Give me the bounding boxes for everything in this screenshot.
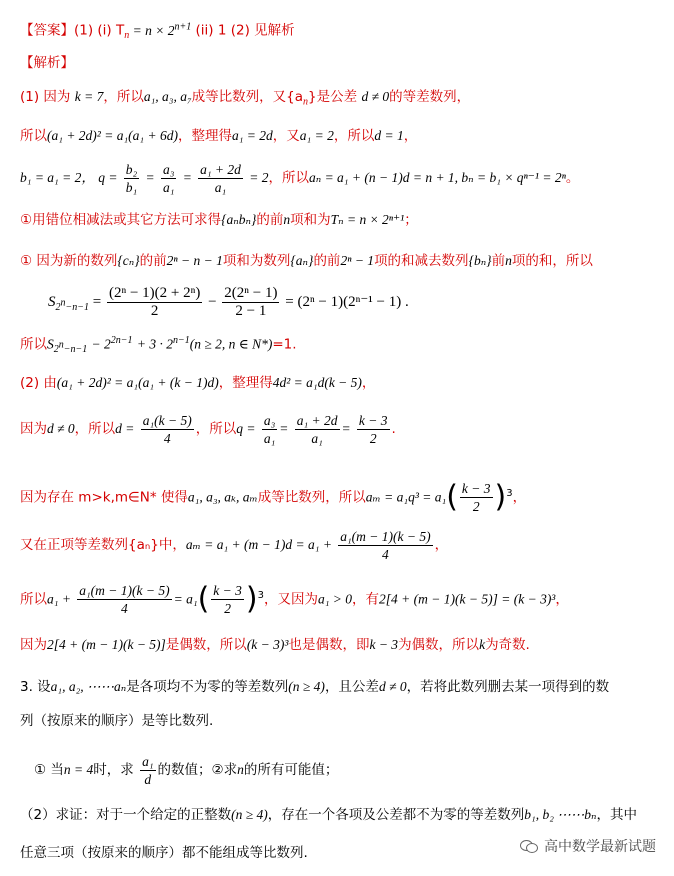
question-3-part-1: ① 当n = 4时，求 $\frac{\text{a₁}}{d}$ 的数值；②求n的所有可能值； — [34, 753, 339, 787]
fraction: $\frac{k - 3}{2}$ — [461, 481, 491, 514]
para-4: ①用错位相减法或其它方法可求得{aₙbₙ}的前n项和为Tₙ = n × 2ⁿ⁺¹； — [20, 212, 418, 228]
fraction: $\frac{\text{b₂}}{\text{b₁}}$ — [125, 161, 138, 195]
answer-tail: (ii) 1 (2) 见解析 — [195, 22, 295, 39]
brand-watermark — [520, 836, 656, 856]
para-3: b₁ = a₁ = 2， q = $\frac{\text{b₂}}{\text{b₁}}$ = $\frac{\text{a₃}}{\text{a₁}}$ = $\frac{\text{a₁ + 2d}}{\text{a₁}}$ = 2，所以aₙ = a₁ + (n − 1)d = n + 1, bₙ = b₁ × qⁿ⁻¹ = 2ⁿ。 — [20, 161, 580, 195]
para-9: 因为d ≠ 0，所以d = $\frac{\text{a₁(k − 5)}}{4}$ ，所以q = $\frac{\text{a₃}}{\text{a₁}}$ = $\frac{\text{a₁ + 2d}}{\text{a₁}}$ = $\frac{k - 3}{2}$ . — [20, 412, 396, 446]
wechat-icon — [520, 839, 538, 853]
para-10: 因为存在 m>k,m∈N* 使得a₁, a₃, aₖ, aₘ成等比数列，所以aₘ = a₁q³ = a₁( $\frac{k - 3}{2}$ )$^3$， — [20, 479, 527, 515]
fraction: $\frac{k - 3}{2}$ — [358, 412, 388, 446]
fraction: $\frac{\text{a₁(m − 1)(k − 5)}}{4}$ — [340, 528, 431, 562]
para-2: 所以(a₁ + 2d)² = a₁(a₁ + 6d)，整理得a₁ = 2d，又a₁ = 2，所以d = 1， — [20, 128, 418, 144]
para-11: 又在正项等差数列{aₙ}中，aₘ = a₁ + (m − 1)d = a₁ + $\frac{\text{a₁(m − 1)(k − 5)}}{4}$ ， — [20, 528, 449, 562]
analysis-tag: 【解析】 — [20, 55, 74, 71]
fraction: $\frac{\text{a₃}}{\text{a₁}}$ — [263, 412, 276, 446]
question-3-line-2: 列（按原来的顺序）是等比数列. — [20, 713, 214, 729]
para-12: 所以a₁ + $\frac{\text{a₁(m − 1)(k − 5)}}{4}$ = a₁( $\frac{k - 3}{2}$ )$^3$，又因为a₁ > 0，有2[4 + (m − 1)(k − 5)] = (k − 3)³， — [20, 581, 569, 617]
para-8: (2) 由(a₁ + 2d)² = a₁(a₁ + (k − 1)d)，整理得4d² = a₁d(k − 5)， — [20, 375, 376, 391]
fraction: $\frac{\text{a₁}}{d}$ — [142, 753, 154, 787]
answer-tag: 【答案】 — [20, 22, 74, 39]
fraction: $\frac{k - 3}{2}$ — [213, 583, 242, 616]
fraction: $\frac{\text{a₁(k − 5)}}{4}$ — [142, 412, 192, 446]
question-3-part-2: （2）求证：对于一个给定的正整数(n ≥ 4)，存在一个各项及公差都不为零的等差数列b₁, b₂ ⋯⋯bₙ，其中 — [20, 807, 637, 823]
question-3-line-1: 3. 设a₁, a₂, ⋯⋯aₙ是各项均不为零的等差数列(n ≥ 4)，且公差d ≠ 0，若将此数列删去某一项得到的数 — [20, 679, 610, 695]
fraction: $\frac{\text{a₃}}{\text{a₁}}$ — [162, 161, 175, 195]
brand-name: 高中数学最新试题 — [544, 839, 656, 855]
fraction: $\frac{\text{a₁(m − 1)(k − 5)}}{4}$ — [79, 583, 170, 616]
para-1: (1) 因为 k = 7，所以a₁, a₃, a₇成等比数列，又$\{a_n\}$是公差 d ≠ 0的等差数列， — [20, 89, 471, 108]
para-7: 所以$S_{2^n-n-1} - 2^{2n-1} + 3 \cdot 2^{n-1}(n \ge 2$, n ∈ N*)=1. — [20, 335, 297, 356]
para-5: ① 因为新的数列{cₙ}的前2ⁿ − n − 1项和为数列{aₙ}的前2ⁿ − 1项的和减去数列{bₙ}前n项的和，所以 — [20, 253, 593, 269]
fraction: $\frac{\text{a₁ + 2d}}{\text{a₁}}$ — [296, 412, 338, 446]
fraction: $\frac{\text{a₁ + 2d}}{\text{a₁}}$ — [200, 161, 241, 195]
para-13: 因为2[4 + (m − 1)(k − 5)]是偶数，所以(k − 3)³也是偶数，即k − 3为偶数，所以k为奇数. — [20, 637, 530, 653]
equation-sum: $S_{2^n-n-1}$ = $\frac{\text{(2ⁿ − 1)(2 + 2ⁿ)}}{2}$ − $\frac{\text{2(2ⁿ − 1)}}{2 - 1}$ = (2ⁿ − 1)(2ⁿ⁻¹ − 1) . — [48, 285, 409, 320]
question-3-part-2-line-2: 任意三项（按原来的顺序）都不能组成等比数列. — [20, 845, 308, 861]
answer-content: (1) (i) T — [74, 22, 125, 39]
answer-line: 【答案】(1) (i) $T_n = n \times 2^{n+1}$ (ii) 1 (2) 见解析 — [20, 21, 295, 42]
